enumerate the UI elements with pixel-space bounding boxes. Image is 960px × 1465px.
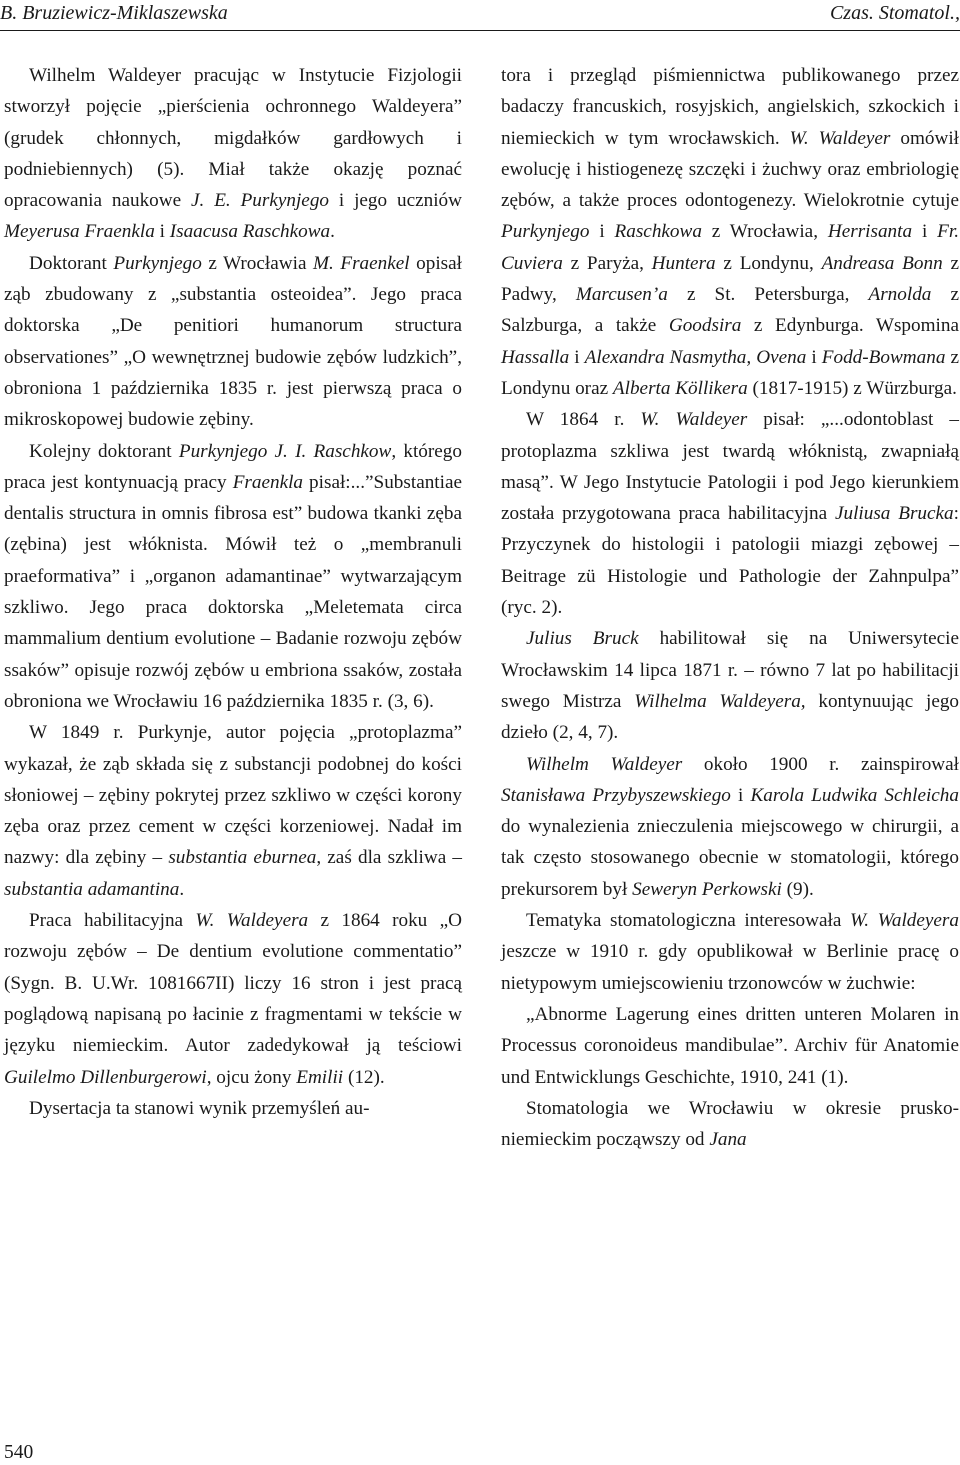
text-run: Kolejny doktorant — [29, 440, 179, 462]
italic-run: W. Waldeyera — [849, 910, 959, 932]
italic-run: Goodsira — [668, 315, 742, 337]
italic-run: W. Waldeyera — [195, 910, 309, 932]
text-run: opisał ząb zbudowany z „substantia osteoidea”. Jego praca doktorska „De penitiori humanorum structura observationes” „O wewnętrznej budowie zębów ludzkich”, obroniona 1 października 1835 r. jest pierwszą praca o mikroskopowej budowie zębiny. — [4, 252, 462, 431]
text-run: kontynuując jego dzieło (2, 4, 7). — [501, 690, 960, 744]
italic-run: Marcusen’a — [575, 284, 668, 306]
italic-run: Alexandra Nasmytha, Ovena — [584, 346, 807, 368]
text-run: (1817-1915) z Würzburga. — [747, 377, 957, 399]
italic-run: Seweryn Perkowski — [632, 878, 782, 900]
right-paragraph-1 — [501, 60, 959, 404]
running-head — [0, 0, 960, 31]
italic-run: Purkynjego — [113, 252, 202, 274]
text-run: i — [912, 221, 938, 243]
text-run: Tematyka stomatologiczna interesowała — [526, 910, 850, 932]
italic-run: Stanisława Przybyszewskiego — [501, 784, 731, 806]
text-run: , którego praca jest kontynuacją pracy — [4, 440, 462, 493]
italic-run: Wilhelm Waldeyer — [526, 753, 683, 775]
right-paragraph-2 — [501, 404, 959, 623]
italic-run: W. Waldeyer — [789, 127, 891, 149]
left-paragraph-1 — [4, 60, 462, 248]
running-head-journal: Czas. Stomatol., — [829, 2, 960, 24]
italic-run: Huntera — [651, 252, 716, 274]
text-run: i — [806, 346, 822, 368]
text-run: z Londynu, — [715, 252, 822, 274]
text-run: z Wrocławia — [201, 252, 314, 274]
left-column — [4, 60, 462, 1124]
text-run: , ojcu żony — [206, 1066, 297, 1088]
italic-run: Alberta Köllikera — [612, 377, 748, 399]
text-run: Stomatologia we Wrocławiu w okresie prusko-niemieckim począwszy od — [501, 1097, 959, 1151]
text-run: , zaś dla szkliwa – — [316, 847, 462, 869]
text-run: Wilhelm Waldeyer pracując w Instytucie Fizjologii stworzył pojęcie „pierścienia ochronnego Waldeyera” (grudek chłonnych, migdałków gardłowych i podniebiennych) (5). Miał także okazję poznać opracowania naukowe — [4, 65, 462, 212]
italic-run: Karola Ludwika Schleicha — [750, 784, 959, 806]
text-run: około 1900 r. zainspirował — [682, 753, 959, 775]
italic-run: Fraenkla — [232, 471, 304, 493]
left-paragraph-6 — [4, 1093, 462, 1124]
text-run: (9). — [781, 878, 814, 900]
text-run: z Paryża, — [562, 252, 652, 274]
text-run: z Londynu oraz — [501, 346, 959, 399]
text-run: . — [330, 221, 335, 243]
italic-run: Herrisanta — [827, 221, 913, 243]
italic-run: Isaacusa Raschkowa — [169, 221, 331, 243]
text-run: z Salzburga, a także — [501, 284, 959, 337]
left-paragraph-4 — [4, 717, 462, 905]
italic-run: substantia eburnea — [168, 847, 317, 869]
text-run: i jego uczniów — [329, 190, 462, 212]
text-run: Doktorant — [29, 252, 114, 274]
text-run: z 1864 roku „O rozwoju zębów – De dentium evolutione commentatio” (Sygn. B. U.Wr. 1081667II) liczy 16 stron i jest pracą poglądową napisaną po łacinie z fragmentami w tekście w języku niemieckim. Autor zadedykował ją teściowi — [4, 910, 463, 1057]
italic-run: Andreasa Bonn — [821, 252, 943, 274]
text-run: (12). — [343, 1066, 385, 1088]
italic-run: Juliusa Brucka — [834, 503, 954, 525]
italic-run: W. Waldeyer — [640, 409, 748, 431]
text-run: i — [154, 221, 170, 243]
text-run: pisał:...”Substantiae dentalis structura in omnis fibrosa est” budowa tkanki zęba (zębina) jest włóknista. Mówił też o „membranuli praeformativa” i „organon adamantinae” wytwarzającym szkliwo. Jego praca doktorska „Meletemata circa mammalium dentium evolutione – Badanie rozwoju zębów ssaków” opisuje rozwój zębów u embriona ssaków, została obroniona we Wrocławiu 16 października 1835 r. (3, 6). — [4, 471, 462, 712]
right-paragraph-6 — [501, 999, 959, 1093]
text-run: Praca habilitacyjna — [29, 910, 196, 932]
text-run: do wynalezienia znieczulenia miejscowego w chirurgii, a tak często stosowanego obecnie w stomatologii, którego prekursorem był — [501, 816, 959, 900]
page-number: 540 — [4, 1442, 34, 1463]
text-run: z Edynburga. Wspomina — [741, 315, 959, 337]
italic-run: Fodd-Bowmana — [821, 346, 946, 368]
left-paragraph-2 — [4, 248, 462, 436]
text-run: . — [179, 878, 185, 900]
text-run: Dysertacja ta stanowi wynik przemyśleń au- — [29, 1097, 370, 1119]
right-paragraph-7 — [501, 1093, 959, 1156]
italic-run: Meyerusa Fraenkla — [4, 221, 155, 243]
left-paragraph-5 — [4, 905, 462, 1093]
text-run: z Padwy, — [501, 252, 959, 306]
right-column — [501, 60, 959, 1155]
text-run: : Przyczynek do histologii i patologii miazgi zębowej – Beitrage zü Histologie und Pathologie der Zahnpulpa” (ryc. 2). — [501, 503, 959, 619]
italic-run: Hassalla — [501, 346, 570, 368]
italic-run: Emilii — [296, 1066, 344, 1088]
text-run: W 1849 r. Purkynje, autor pojęcia „protoplazma” wykazał, że ząb składa się z substancji podobnej do kości słoniowej – zębiny pokrytej przez szkliwo w części korony zęba oraz przez cement w części korzeniowej. Nadał im nazwy: dla zębiny – — [4, 722, 462, 869]
text-run: pisał: „...odontoblast – protoplazma szkliwa jest twardą włóknistą, zwapniałą masą”. W Jego Instytucie Patologii i pod Jego kierunkiem została przygotowana praca habilitacyjna — [501, 409, 960, 525]
italic-run: Arnolda — [868, 284, 932, 306]
italic-run: Purkynjego — [501, 221, 590, 243]
italic-run: Purkynjego J. I. Raschkow — [178, 440, 392, 462]
text-run: „Abnorme Lagerung eines dritten unteren Molaren in Processus coronoideus mandibulae”. Archiv für Anatomie und Entwicklungs Geschichte, 1910, 241 (1). — [501, 1003, 959, 1088]
text-run: i — [730, 784, 751, 806]
italic-run: Raschkowa — [614, 221, 702, 243]
italic-run: Jana — [709, 1129, 747, 1151]
text-run: omówił ewolucję i histiogenezę szczęki i żuchwy oraz embriologię zębów, a także proces odontogenezy. Wielokrotnie cytuje — [501, 127, 959, 212]
italic-run: Fr. Cuviera — [501, 221, 959, 274]
italic-run: J. E. Purkynjego — [191, 190, 330, 212]
running-head-authors: B. Bruziewicz-Miklaszewska — [0, 2, 228, 24]
italic-run: Guilelmo Dillenburgerowi — [4, 1066, 207, 1088]
text-run: W 1864 r. — [526, 409, 641, 431]
text-run: z St. Petersburga, — [667, 284, 869, 306]
right-paragraph-3 — [501, 623, 959, 748]
left-paragraph-3 — [4, 436, 462, 718]
italic-run: substantia adamantina — [4, 878, 180, 900]
italic-run: M. Fraenkel — [313, 252, 410, 274]
text-run: habilitował się na Uniwersytecie Wrocławskim 14 lipca 1871 r. – równo 7 lat po habilitacji swego Mistrza — [501, 628, 959, 712]
text-run: tora i przegląd piśmiennictwa publikowanego przez badaczy francuskich, rosyjskich, angielskich, szkockich i niemieckich w tym wrocławskich. — [501, 65, 959, 149]
italic-run: Julius Bruck — [526, 628, 639, 650]
text-run: i — [569, 346, 585, 368]
italic-run: Wilhelma Waldeyera, — [634, 690, 806, 712]
text-run: z Wrocławia, — [701, 221, 828, 243]
right-paragraph-5 — [501, 905, 959, 999]
text-run: jeszcze w 1910 r. gdy opublikował w Berlinie pracę o nietypowym umiejscowieniu trzonowców w żuchwie: — [501, 941, 959, 994]
text-run: i — [589, 221, 615, 243]
right-paragraph-4 — [501, 749, 959, 905]
